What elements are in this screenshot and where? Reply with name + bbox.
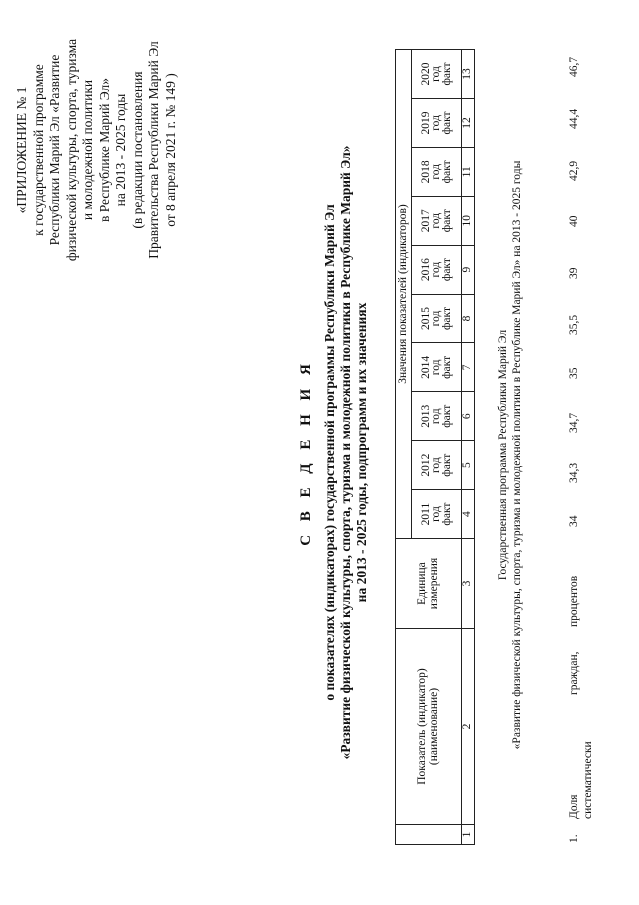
year-label: 2016 bbox=[419, 258, 432, 282]
header-values-group: Значения показателей (индикаторов) bbox=[396, 50, 412, 539]
header-indicator: Показатель (индикатор) (наименование) bbox=[396, 629, 462, 825]
column-number: 12 bbox=[462, 98, 475, 147]
row-number: 1. bbox=[568, 834, 580, 843]
header-year-cell bbox=[412, 392, 462, 441]
year-fact-label: факт bbox=[440, 502, 453, 526]
year-label: 2017 bbox=[419, 209, 432, 233]
appendix-line: к государственной программе bbox=[30, 64, 46, 236]
year-fact-label: факт bbox=[440, 160, 453, 184]
row-unit: процентов bbox=[568, 575, 580, 627]
appendix-line: «ПРИЛОЖЕНИЕ № 1 bbox=[14, 86, 29, 214]
program-caption bbox=[496, 65, 524, 845]
row-value: 42,9 bbox=[568, 160, 580, 181]
heading-line-3: на 2013 - 2025 годы, подпрограмм и их значениях bbox=[354, 302, 369, 603]
column-number: 4 bbox=[462, 490, 475, 539]
header-year-cell bbox=[412, 98, 462, 147]
year-sub-label: год bbox=[430, 506, 443, 522]
row-name-part: Доля bbox=[568, 794, 580, 819]
column-number: 5 bbox=[462, 441, 475, 490]
header-year-cell bbox=[412, 441, 462, 490]
row-value: 34,7 bbox=[568, 412, 580, 433]
year-label: 2012 bbox=[419, 453, 432, 477]
appendix-line: (в редакции постановления bbox=[129, 71, 145, 229]
column-number: 3 bbox=[462, 539, 475, 629]
appendix-line: физической культуры, спорта, туризма bbox=[63, 38, 79, 262]
year-label: 2013 bbox=[419, 404, 432, 428]
year-sub-label: год bbox=[430, 359, 443, 376]
column-number: 9 bbox=[462, 245, 475, 294]
year-fact-label: факт bbox=[440, 258, 453, 282]
year-fact-label: факт bbox=[440, 404, 453, 428]
row-value: 34,3 bbox=[568, 462, 580, 483]
indicators-table bbox=[395, 49, 475, 845]
header-year-cell bbox=[412, 50, 462, 99]
header-year-cell bbox=[412, 343, 462, 392]
year-sub-label: год bbox=[430, 66, 443, 82]
heading-line-2: «Развитие физической культуры, спорта, туризма и молодежной политики в Республике Марий Эл» bbox=[338, 145, 353, 760]
row-value: 39 bbox=[568, 267, 580, 279]
column-number: 1 bbox=[462, 825, 475, 845]
year-label: 2011 bbox=[419, 502, 432, 526]
year-sub-label: год bbox=[430, 457, 443, 474]
document-heading bbox=[298, 0, 370, 905]
header-year-cell bbox=[412, 196, 462, 245]
year-label: 2014 bbox=[419, 355, 432, 379]
row-value: 34 bbox=[568, 515, 580, 527]
row-value: 35 bbox=[568, 367, 580, 379]
year-sub-label: год bbox=[430, 261, 443, 278]
row-value: 40 bbox=[568, 215, 580, 227]
year-label: 2020 bbox=[419, 62, 432, 86]
program-line-1: Государственная программа Республики Марий Эл bbox=[497, 329, 509, 581]
header-year-cell bbox=[412, 294, 462, 343]
appendix-block bbox=[14, 15, 179, 285]
column-number: 10 bbox=[462, 196, 475, 245]
column-number: 6 bbox=[462, 392, 475, 441]
year-fact-label: факт bbox=[440, 111, 453, 135]
year-fact-label: факт bbox=[440, 209, 453, 233]
heading-line-1: о показателях (индикаторах) государственной программы Республики Марий Эл bbox=[322, 204, 337, 701]
appendix-line: от 8 апреля 2021 г. № 149 ) bbox=[162, 73, 178, 227]
table-row bbox=[560, 49, 600, 845]
appendix-line: на 2013 - 2025 годы bbox=[113, 93, 128, 207]
appendix-line: и молодежной политики bbox=[80, 79, 95, 221]
column-number: 13 bbox=[462, 50, 475, 99]
appendix-line: Республики Марий Эл «Развитие bbox=[47, 54, 62, 246]
appendix-line: в Республике Марий Эл» bbox=[96, 77, 112, 223]
column-number: 8 bbox=[462, 294, 475, 343]
row-value: 46,7 bbox=[568, 56, 580, 77]
column-number: 7 bbox=[462, 343, 475, 392]
header-year-cell bbox=[412, 245, 462, 294]
appendix-line: Правительства Республики Марий Эл bbox=[146, 41, 161, 259]
year-fact-label: факт bbox=[440, 453, 453, 477]
year-sub-label: год bbox=[430, 310, 443, 327]
header-year-cell bbox=[412, 490, 462, 539]
row-name-part: граждан, bbox=[568, 651, 580, 695]
column-number: 2 bbox=[462, 629, 475, 825]
column-number-row bbox=[462, 50, 475, 845]
year-fact-label: факт bbox=[440, 62, 453, 86]
document-title: С В Е Д Е Н И Я bbox=[298, 359, 314, 546]
column-number: 11 bbox=[462, 147, 475, 196]
program-line-2: «Развитие физической культуры, спорта, туризма и молодежной политики в Республике Марий Эл» на 2013 - 2025 годы bbox=[511, 160, 523, 750]
header-year-cell bbox=[412, 147, 462, 196]
year-sub-label: год bbox=[430, 212, 443, 229]
year-sub-label: год bbox=[430, 163, 443, 180]
year-label: 2018 bbox=[419, 160, 432, 184]
header-row-number bbox=[396, 825, 462, 845]
year-fact-label: факт bbox=[440, 355, 453, 379]
row-value: 35,5 bbox=[568, 314, 580, 335]
year-sub-label: год bbox=[430, 115, 443, 131]
year-label: 2019 bbox=[419, 111, 432, 135]
year-fact-label: факт bbox=[440, 306, 453, 331]
row-value: 44,4 bbox=[568, 108, 580, 129]
year-sub-label: год bbox=[430, 408, 443, 425]
header-unit: Единица измерения bbox=[396, 539, 462, 629]
year-label: 2015 bbox=[419, 307, 432, 330]
row-name-part: систематически bbox=[582, 741, 594, 819]
